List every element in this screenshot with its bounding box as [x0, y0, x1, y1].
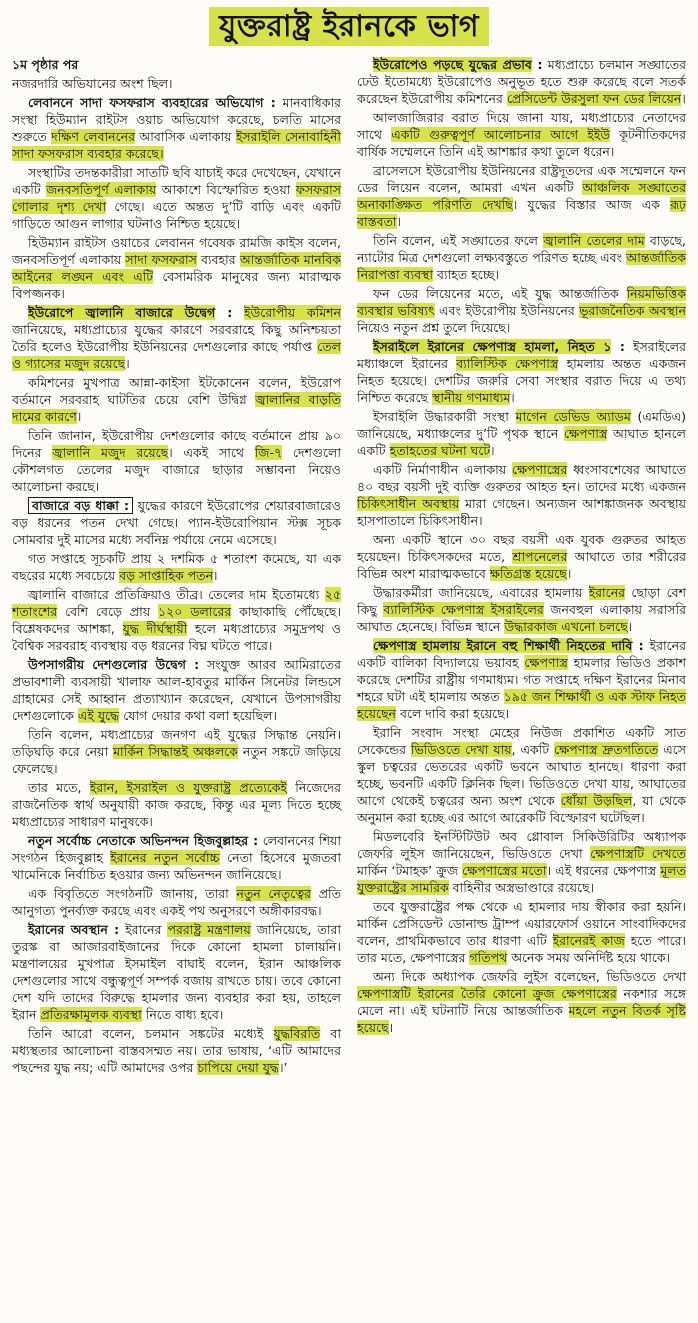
paragraph: এক বিবৃতিতে সংগঠনটি জানায়, তারা নতুন নেতৃত্বের প্রতি আনুগত্য পুনর্ব্যক্ত করছে এবং একই পথ অনুসরণে অঙ্গীকারবদ্ধ।	[12, 885, 341, 918]
highlight: ব্যালিস্টিক ক্ষেপণাস্ত্র ইসরাইলের	[383, 601, 544, 617]
section-lead: ইউরোপেও পড়ছে যুদ্ধের প্রভাব :	[373, 56, 543, 72]
highlight: ইরানেরই কাজ	[552, 932, 625, 948]
highlight: স্থানীয় গণমাধ্যম	[432, 389, 511, 405]
paragraph: তবে যুক্তরাষ্ট্রের পক্ষ থেকে এ হামলার দায় স্বীকার করা হয়নি। মার্কিন প্রেসিডেন্ট ডোনাল্ড ট্রাম্প এয়ারফোর্স ওয়ানে সাংবাদিকদের বলেন, প্রাথমিকভাবে তার ধারণা এটি ইরানেরই কাজ হতে পারে। তার মতে, ক্ষেপণাস্ত্রের গতিপথ অনেক সময় অনির্দিষ্ট হয়ে থাকে।	[357, 898, 686, 965]
paragraph: ইরানের অবস্থান : ইরানের পররাষ্ট্র মন্ত্রণালয় জানিয়েছে, তারা তুরস্ক বা আজারবাইজানের দিকে কোনো হামলা চালায়নি। মন্ত্রণালয়ের মুখপাত্র ইসমাইল বাঘাই বলেন, ইরান আঞ্চলিক দেশগুলোর সাথে বন্ধুত্বপূর্ণ সম্পর্ক বজায় রাখতে চায়। তবে কোনো দেশ যদি তাদের বিরুদ্ধে হামলার জন্য ব্যবহার করা হয়, তাহলে ইরান প্রতিরক্ষামূলক ব্যবস্থা নিতে বাধ্য হবে।	[12, 921, 341, 1022]
paragraph: অন্য দিকে অধ্যাপক জেফরি লুইস বলেছেন, ভিডিওতে দেখা ক্ষেপণাস্ত্রটি ইরানের তৈরি কোনো ক্রুজ ক্ষেপণাস্ত্রের নকশার সঙ্গে মেলে না। এই ঘটনাটি নিয়ে আন্তর্জাতিক মহলে নতুন বিতর্ক সৃষ্টি হয়েছে।	[357, 968, 686, 1035]
paragraph: উপসাগরীয় দেশগুলোর উদ্বেগ : সংযুক্ত আরব আমিরাতের প্রভাবশালী ব্যবসায়ী খালাফ আল-হাবতুর মার্কিন সিনেটর লিন্ডসে গ্রাহামের সেই আহ্বান প্রত্যাখ্যান করেছেন, যেখানে উপসাগরীয় দেশগুলোকে এই যুদ্ধে যোগ দেয়ার কথা বলা হয়েছিল।	[12, 656, 341, 723]
highlight: একটি গুরুত্বপূর্ণ আলোচনার আগে ইইউ	[391, 126, 611, 142]
highlight: জ্বালানির বাড়তি দামের কারণে	[12, 391, 341, 424]
paragraph: ব্রাসেলসে ইউরোপীয় ইউনিয়নের রাষ্ট্রদূতদের এক সম্মেলনে ফন ডের লিয়েন বলেন, আমরা এখন একটি আঞ্চলিক সঙ্ঘাতের অনাকাঙ্ক্ষিত পরিণতি দেখছি। যুদ্ধের বিস্তার আজ এক রূঢ় বাস্তবতা।	[357, 162, 686, 229]
highlight: ইরানের	[588, 584, 626, 600]
paragraph: গত সপ্তাহে সূচকটি প্রায় ২ দশমিক ৫ শতাংশ কমেছে, যা এক বছরের মধ্যে সবচেয়ে বড় সাপ্তাহিক পতন।	[12, 550, 341, 583]
paragraph: জ্বালানি বাজারে প্রতিক্রিয়াও তীব্র। তেলের দাম ইতোমধ্যে ২৫ শতাংশের বেশি বেড়ে প্রায় ১২০ ডলারের কাছাকাছি পৌঁছেছে। বিশ্লেষকদের আশঙ্কা, যুদ্ধ দীর্ঘস্থায়ী হলে মধ্যপ্রাচ্যের সমুদ্রপথ ও বৈশ্বিক সরবরাহ ব্যবস্থায় বড় ধরনের বিঘ্ন ঘটতে পারে।	[12, 586, 341, 653]
highlight: হতাহতের ঘটনা ঘটে	[389, 442, 491, 458]
paragraph: ইসরাইলে ইরানের ক্ষেপণাস্ত্র হামলা, নিহত ১ : ইসরাইলের মধ্যাঞ্চলে ইরানের ব্যালিস্টিক ক্ষেপণাস্ত্র হামলায় অন্তত একজন নিহত হয়েছে। দেশটির জরুরি সেবা সংস্থার বরাত দিয়ে এ তথ্য নিশ্চিত করেছে স্থানীয় গণমাধ্যম।	[357, 338, 687, 405]
highlight: সাদা ফসফরাস	[125, 251, 197, 267]
section-lead: লেবাননে সাদা ফসফরাস ব্যবহারের অভিযোগ :	[28, 94, 276, 110]
boxed-heading: বাজারে বড় ধাক্কা :	[28, 497, 133, 514]
paragraph: নজরদারি অভিযানের অংশ ছিল।	[12, 75, 173, 91]
highlight: চাপিয়ে দেয়া যুদ্ধ	[197, 1059, 280, 1075]
highlight: রূঢ় বাস্তবতা	[357, 196, 686, 229]
highlight: ক্ষেপণাস্ত্রের মতো	[462, 862, 547, 878]
paragraph: ফন ডের লিয়েনের মতে, এই যুদ্ধ আন্তর্জাতিক নিয়মভিত্তিক ব্যবস্থার ভবিষ্যৎ এবং ইউরোপীয় ইউনিয়নের ভূরাজনৈতিক অবস্থান নিয়েও নতুন প্রশ্ন তুলে দিয়েছে।	[357, 285, 686, 335]
highlight: ফসফরাস গোলার দৃশ্য দেখা	[12, 181, 341, 214]
highlight: ব্যালিস্টিক ক্ষেপণাস্ত্র	[456, 355, 559, 371]
highlight: ইরান, ইসরাইল ও যুক্তরাষ্ট্র প্রত্যেকেই	[89, 779, 287, 795]
paragraph: মিডলবেরি ইনস্টিটিউট অব গ্লোবাল সিকিউরিটির অধ্যাপক জেফরি লুইস জানিয়েছেন, ভিডিওতে দেখা ক্ষেপণাস্ত্রটি দেখতে মার্কিন ‘টমাহক’ ক্রুজ ক্ষেপণাস্ত্রের মতো। এই ধরনের ক্ষেপণাস্ত্র মূলত যুক্তরাষ্ট্রের সামরিক বাহিনীর অস্ত্রভাণ্ডারে রয়েছে।	[357, 828, 686, 895]
paragraph: হিউম্যান রাইটস ওয়াচের লেবানন গবেষক রামজি কাইস বলেন, জনবসতিপূর্ণ এলাকায় সাদা ফসফরাস ব্যবহার আন্তর্জাতিক মানবিক আইনের লঙ্ঘন এবং এটি বেসামরিক মানুষের জন্য মারাত্মক বিপজ্জনক।	[12, 234, 341, 301]
highlight: দক্ষিণ লেবাননের	[51, 128, 135, 144]
paragraph: তার মতে, ইরান, ইসরাইল ও যুক্তরাষ্ট্র প্রত্যেকেই নিজেদের রাজনৈতিক স্বার্থ অনুযায়ী কাজ করছে, কিন্তু এর মূল্য দিতে হচ্ছে মধ্যপ্রাচ্যের সাধারণ মানুষকে।	[12, 779, 341, 829]
highlight: ইউরোপেও পড়ছে যুদ্ধের প্রভাব	[373, 56, 532, 72]
section-lead: ১ম পৃষ্ঠার পর	[12, 56, 79, 72]
column-left	[12, 56, 341, 1078]
paragraph: ইউরোপেও পড়ছে যুদ্ধের প্রভাব : মধ্যপ্রাচ্যে চলমান সঙ্ঘাতের ঢেউ ইতোমধ্যে ইউরোপেও অনুভূত হতে শুরু করেছে বলে সতর্ক করেছেন ইউরোপীয় কমিশনের প্রেসিডেন্ট উরসুলা ফন ডের লিয়েন।	[357, 56, 686, 106]
highlight: ১৯৫ জন শিক্ষার্থী ও এক স্টাফ নিহত হয়েছেন	[357, 688, 687, 721]
highlight: প্রতিরক্ষামূলক ব্যবস্থা	[40, 1006, 142, 1022]
paragraph: উদ্ধারকর্মীরা জানিয়েছে, এবারের হামলায় ইরানের ছোড়া বেশ কিছু ব্যালিস্টিক ক্ষেপণাস্ত্র ইসরাইলের জনবহুল এলাকায় সরাসরি আঘাত হেনেছে। বিভিন্ন স্থানে উদ্ধারকাজ এখনো চলছে।	[357, 584, 686, 634]
paragraph: তিনি বলেন, এই সঙ্ঘাতের ফলে জ্বালানি তেলের দাম বাড়ছে, ন্যাটোর মিত্র দেশগুলো লক্ষ্যবস্তুতে পরিণত হচ্ছে এবং আন্তর্জাতিক নিরাপত্তা ব্যবস্থা ব্যাহত হচ্ছে।	[357, 232, 687, 282]
paragraph: ইরানি সংবাদ সংস্থা মেহের নিউজ প্রকাশিত একটি সাত সেকেন্ডের ভিডিওতে দেখা যায়, একটি ক্ষেপণাস্ত্র দ্রুতগতিতে এসে স্কুল চত্বরের ভেতরের একটি ভবনে আঘাত হানছে। ধারণা করা হচ্ছে, ভবনটি একটি ক্লিনিক ছিল। ভিডিওতে দেখা যায়, আঘাতের আগে থেকেই চত্বরের অন্য অংশ থেকে ধোঁয়া উড়ছিল, যা থেকে অনুমান করা হচ্ছে এর আগে আরেকটি বিস্ফোরণ ঘটেছিল।	[357, 724, 686, 825]
highlight: প্রেসিডেন্ট উরসুলা ফন ডের লিয়েন	[506, 90, 682, 106]
highlight: ক্ষেপণাস্ত্র	[524, 654, 568, 670]
highlight: নতুন নেতৃত্বের	[236, 885, 312, 901]
highlight: জনবসতিপূর্ণ এলাকায়	[45, 181, 157, 197]
paragraph: তিনি জানান, ইউরোপীয় দেশগুলোর কাছে বর্তমানে প্রায় ৯০ দিনের জ্বালানি মজুদ রয়েছে। একই সাথে জি-৭ দেশগুলো কৌশলগত তেলের মজুদ বাজারে ছাড়ার সম্ভাবনা নিয়েও আলোচনা করছে।	[12, 427, 341, 494]
highlight: উদ্ধারকাজ এখনো চলছে	[504, 618, 628, 634]
highlight: ক্ষেপণাস্ত্রটি ইরানের তৈরি কোনো ক্রুজ ক্ষেপণাস্ত্রের	[357, 985, 617, 1001]
highlight: ইরানের নতুন সর্বোচ্চ	[110, 849, 220, 865]
paragraph: অন্য একটি স্থানে ৩০ বছর বয়সী এক যুবক গুরুতর আহত হয়েছেন। চিকিৎসকদের মতে, শ্রাপনেলের আঘাতে তার শরীরের বিভিন্ন অংশ মারাত্মকভাবে ক্ষতিগ্রস্ত হয়েছে।	[357, 531, 686, 581]
article-columns	[12, 56, 686, 1078]
highlight: যুদ্ধবিরতি	[273, 1025, 321, 1041]
highlight: ক্ষতিগ্রস্ত হয়েছে	[489, 565, 567, 581]
highlight: জ্বালানি তেলের দাম	[543, 232, 645, 248]
highlight: চিকিৎসাধীন অবস্থায়	[357, 495, 460, 511]
highlight: ২৫ শতাংশের	[12, 586, 341, 619]
highlight: ক্ষেপণাস্ত্রটি দেখতে	[590, 845, 686, 861]
paragraph: ক্ষেপণাস্ত্র হামলায় ইরানে বহু শিক্ষার্থী নিহতের দাবি : ইরানের একটি বালিকা বিদ্যালয়ে ভয়াবহ ক্ষেপণাস্ত্র হামলার ভিডিও প্রকাশ করেছে দেশটির রাষ্ট্রীয় গণমাধ্যম। গত সপ্তাহে দক্ষিণ ইরানের মিনাব শহরে ঘটা এই হামলায় অন্তত ১৯৫ জন শিক্ষার্থী ও এক স্টাফ নিহত হয়েছেন বলে দাবি করা হয়েছে।	[357, 637, 687, 721]
paragraph: ইউরোপে জ্বালানি বাজারে উদ্বেগ : ইউরোপীয় কমিশন জানিয়েছে, মধ্যপ্রাচ্যের যুদ্ধের কারণে সরবরাহে কিছু অনিশ্চয়তা তৈরি হলেও ইউরোপীয় ইউনিয়নের দেশগুলোর কাছে পর্যাপ্ত তেল ও গ্যাসের মজুদ রয়েছে।	[12, 304, 341, 371]
column-right	[357, 56, 686, 1038]
paragraph: সংস্থাটির তদন্তকারীরা সাতটি ছবি যাচাই করে দেখেছেন, যেখানে একটি জনবসতিপূর্ণ এলাকায় আকাশে বিস্ফোরিত হওয়া ফসফরাস গোলার দৃশ্য দেখা গেছে। এতে অন্তত দু’টি বাড়ি এবং একটি গাড়িতে আগুন লাগার ঘটনাও নিশ্চিত হয়েছে।	[12, 164, 341, 231]
paragraph: তিনি বলেন, মধ্যপ্রাচ্যের জনগণ এই যুদ্ধের সিদ্ধান্ত নেয়নি। তড়িঘড়ি করে নেয়া মার্কিন সিদ্ধান্তই অঞ্চলকে নতুন সঙ্কটে জড়িয়ে ফেলেছে।	[12, 726, 342, 776]
highlight: আন্তর্জাতিক নিরাপত্তা ব্যবস্থা	[357, 249, 686, 282]
highlight: ধোঁয়া উড়ছিল	[560, 792, 633, 808]
paragraph	[12, 56, 341, 73]
highlight: ইসরাইলি সেনাবাহিনী সাদা ফসফরাস ব্যবহার করেছে।	[12, 128, 341, 161]
page-title	[12, 8, 686, 46]
section-lead: ইসরাইলে ইরানের ক্ষেপণাস্ত্র হামলা, নিহত ১ :	[373, 338, 625, 354]
highlight: ইউরোপে জ্বালানি বাজারে উদ্বেগ	[28, 304, 216, 320]
highlight: ইউরোপীয় কমিশন	[243, 304, 341, 320]
highlight: ক্ষেপণাস্ত্র দ্রুতগতিতে	[554, 741, 659, 757]
highlight: এই যুদ্ধে	[77, 707, 120, 723]
section-lead: উপসাগরীয় দেশগুলোর উদ্বেগ :	[28, 656, 200, 672]
highlight: তেল ও গ্যাসের মজুদ রয়েছে	[12, 338, 341, 371]
highlight: বড় সাপ্তাহিক পতন	[119, 567, 214, 583]
highlight: শ্রাপনেলের	[512, 548, 568, 564]
highlight: আঞ্চলিক সঙ্ঘাতের অনাকাঙ্ক্ষিত পরিণতি দেখছি	[357, 179, 686, 212]
paragraph: বাজারে বড় ধাক্কা : যুদ্ধের কারণে ইউরোপের শেয়ারবাজারেও বড় ধরনের পতন দেখা গেছে। প্যান-ইউরোপিয়ান স্টক্স সূচক সোমবার দুই মাসের মধ্যে সর্বনিম্ন পর্যায়ে নেমে এসেছে।	[12, 497, 341, 547]
paragraph: নতুন সর্বোচ্চ নেতাকে অভিনন্দন হিজবুল্লাহর : লেবাননের শিয়া সংগঠন হিজবুল্লাহ ইরানের নতুন সর্বোচ্চ নেতা হিসেবে মুজতবা খামেনিকে নির্বাচিত হওয়ার জন্য অভিনন্দন জানিয়েছে।	[12, 832, 341, 882]
highlight: পররাষ্ট্র মন্ত্রণালয়	[167, 921, 251, 937]
section-lead: ইউরোপে জ্বালানি বাজারে উদ্বেগ :	[28, 304, 233, 320]
highlight: ভিডিওতে দেখা যায়	[410, 741, 512, 757]
paragraph: ইসরাইলি উদ্ধারকারী সংস্থা মাগেন ডেভিড অ্যাডম (এমডিএ) জানিয়েছে, মধ্যাঞ্চলের দু’টি পৃথক স্থানে ক্ষেপণাস্ত্র আঘাত হানলে একটি হতাহতের ঘটনা ঘটে।	[357, 408, 686, 458]
highlight: নিয়মভিত্তিক ব্যবস্থার ভবিষ্যৎ	[357, 285, 686, 318]
highlight: জি-৭	[254, 444, 283, 460]
highlight: গতিপথ	[469, 949, 508, 965]
paragraph: কমিশনের মুখপাত্র আন্না-কাইসা ইটকোনেন বলেন, ইউরোপ বর্তমানে সরবরাহ ঘাটতির চেয়ে বেশি উদ্বিগ্ন জ্বালানির বাড়তি দামের কারণে।	[12, 374, 341, 424]
highlight: মূলত যুক্তরাষ্ট্রের সামরিক	[357, 862, 686, 895]
highlight: আন্তর্জাতিক মানবিক আইনের লঙ্ঘন এবং এটি	[12, 251, 341, 284]
paragraph: আলজাজিরার বরাত দিয়ে জানা যায়, মধ্যপ্রাচ্যের নেতাদের সাথে একটি গুরুত্বপূর্ণ আলোচনার আগে ইইউ কূটনীতিকদের বার্ষিক সম্মেলনে তিনি এই আশঙ্কার কথা তুলে ধরেন।	[357, 109, 686, 159]
highlight: যুদ্ধ দীর্ঘস্থায়ী	[122, 620, 188, 636]
paragraph: একটি নির্মাণাধীন এলাকায় ক্ষেপণাস্ত্রের ধ্বংসাবশেষের আঘাতে ৪০ বছর বয়সী দুই ব্যক্তি গুরুতর আহত হন। তাদের মধ্যে একজন চিকিৎসাধীন অবস্থায় মারা গেছেন। অন্যজন আশঙ্কাজনক অবস্থায় হাসপাতালে চিকিৎসাধীন।	[357, 461, 686, 528]
paragraph: তিনি আরো বলেন, চলমান সঙ্কটের মধ্যেই যুদ্ধবিরতি বা মধ্যস্থতার আলোচনা বাস্তবসম্মত নয়। তার ভাষায়, ‘এটি আমাদের পছন্দের যুদ্ধ নয়; এটি আমাদের ওপর চাপিয়ে দেয়া যুদ্ধ।’	[12, 1025, 341, 1075]
section-lead: ক্ষেপণাস্ত্র হামলায় ইরানে বহু শিক্ষার্থী নিহতের দাবি :	[373, 637, 644, 653]
section-lead: ইরানের অবস্থান :	[28, 921, 120, 937]
highlight: মাগেন ডেভিড অ্যাডম	[515, 408, 631, 424]
highlight: ক্ষেপণাস্ত্র হামলায় ইরানে বহু শিক্ষার্থী নিহতের দাবি	[373, 637, 633, 653]
highlight: ১২০ ডলারের	[158, 603, 232, 619]
highlight: ভূরাজনৈতিক অবস্থান	[579, 302, 686, 318]
highlight: ক্ষেপণাস্ত্র	[563, 425, 608, 441]
section-lead: নতুন সর্বোচ্চ নেতাকে অভিনন্দন হিজবুল্লাহর :	[28, 832, 259, 848]
highlight: ইসরাইলে ইরানের ক্ষেপণাস্ত্র হামলা, নিহত ১	[373, 338, 612, 354]
highlight: মহলে নতুন বিতর্ক সৃষ্টি হয়েছে	[357, 1002, 686, 1035]
paragraph: লেবাননে সাদা ফসফরাস ব্যবহারের অভিযোগ : মানবাধিকার সংস্থা হিউম্যান রাইটস ওয়াচ অভিযোগ করেছে, চলতি মাসের শুরুতে দক্ষিণ লেবাননের আবাসিক এলাকায় ইসরাইলি সেনাবাহিনী সাদা ফসফরাস ব্যবহার করেছে।	[12, 94, 341, 161]
headline-text: যুক্তরাষ্ট্র ইরানকে ভাগ	[209, 7, 489, 46]
highlight: জ্বালানি মজুদ রয়েছে	[52, 444, 169, 460]
highlight: মার্কিন সিদ্ধান্তই অঞ্চলকে	[113, 743, 238, 759]
highlight: ক্ষেপণাস্ত্রের	[511, 461, 568, 477]
